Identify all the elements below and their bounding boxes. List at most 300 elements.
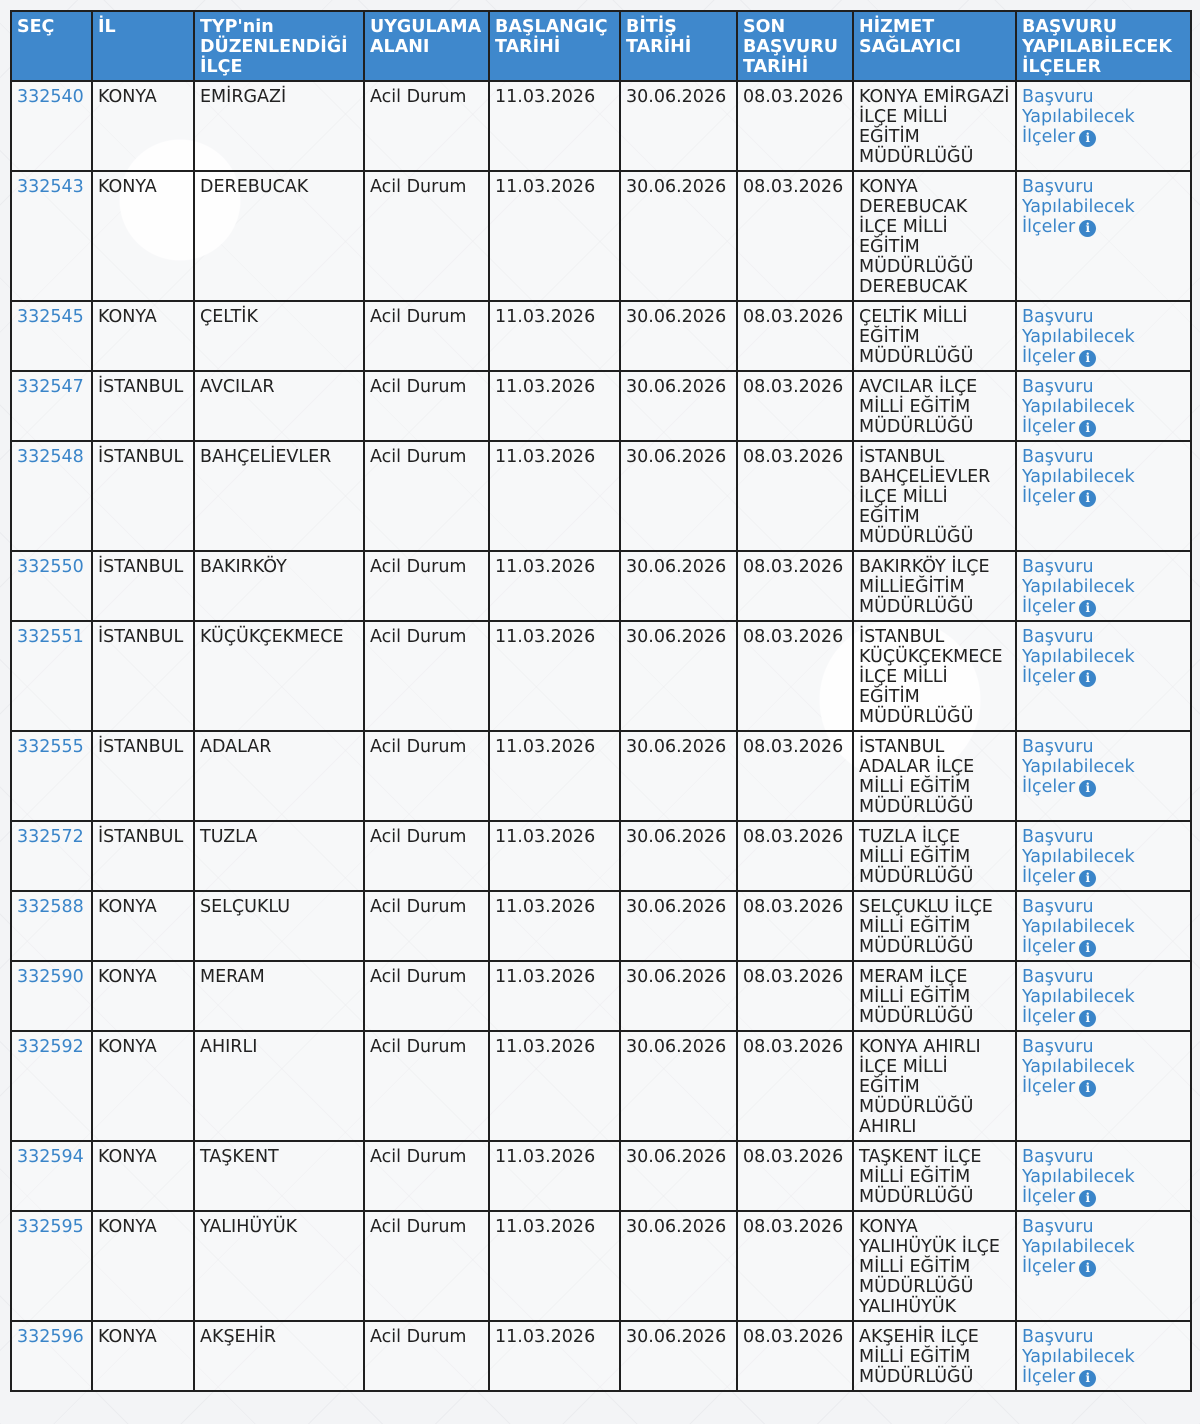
row-son-basvuru-tarihi: 08.03.2026 (743, 377, 844, 397)
table-row (11, 1031, 1191, 1141)
row-ilce: AHIRLI (200, 1037, 258, 1057)
row-ilce-cell (194, 551, 364, 621)
row-hizmet-saglayici-cell (853, 1031, 1016, 1141)
basvuru-ilceler-label: Başvuru Yapılabilecek İlçeler (1022, 1147, 1135, 1207)
row-ilce: AVCILAR (200, 377, 275, 397)
info-icon[interactable]: i (1079, 1260, 1096, 1277)
row-bitis-tarihi-cell (620, 821, 737, 891)
basvuru-ilceler-label: Başvuru Yapılabilecek İlçeler (1022, 447, 1135, 507)
table-row (11, 891, 1191, 961)
row-son-basvuru-tarihi: 08.03.2026 (743, 827, 844, 847)
table-row (11, 551, 1191, 621)
row-il-cell (92, 81, 194, 171)
row-hizmet-saglayici: İSTANBUL ADALAR İLÇE MİLLİ EĞİTİM MÜDÜRLÜĞÜ (859, 737, 975, 817)
row-bitis-tarihi-cell (620, 731, 737, 821)
row-baslangic-tarihi: 11.03.2026 (495, 627, 596, 647)
table-row (11, 1211, 1191, 1321)
basvuru-ilceler-label: Başvuru Yapılabilecek İlçeler (1022, 897, 1135, 957)
row-hizmet-saglayici: AVCILAR İLÇE MİLLİ EĞİTİM MÜDÜRLÜĞÜ (859, 377, 978, 437)
row-bitis-tarihi-cell (620, 891, 737, 961)
row-son-basvuru-tarihi: 08.03.2026 (743, 897, 844, 917)
row-baslangic-tarihi-cell (489, 371, 620, 441)
table-body (11, 81, 1191, 1391)
row-id-link[interactable]: 332543 (17, 177, 84, 197)
row-son-basvuru-tarihi: 08.03.2026 (743, 177, 844, 197)
row-baslangic-tarihi-cell (489, 81, 620, 171)
row-hizmet-saglayici: TUZLA İLÇE MİLLİ EĞİTİM MÜDÜRLÜĞÜ (859, 827, 974, 887)
row-il-cell (92, 301, 194, 371)
row-bitis-tarihi: 30.06.2026 (626, 177, 727, 197)
info-icon[interactable]: i (1079, 1010, 1096, 1027)
row-basvuru-ilceler-cell (1016, 171, 1191, 301)
table-row (11, 961, 1191, 1031)
row-il-cell (92, 371, 194, 441)
row-id-link-cell (11, 171, 92, 301)
row-uygulama-alani: Acil Durum (370, 1327, 467, 1347)
header-basvuru-ilceler: BAŞVURU YAPILABİLECEK İLÇELER (1016, 11, 1191, 81)
header-son-basvuru-tarihi: SON BAŞVURU TARİHİ (737, 11, 853, 81)
row-basvuru-ilceler-cell (1016, 1031, 1191, 1141)
row-baslangic-tarihi-cell (489, 441, 620, 551)
row-il: KONYA (98, 1327, 157, 1347)
row-id-link-cell (11, 821, 92, 891)
row-bitis-tarihi-cell (620, 441, 737, 551)
row-son-basvuru-tarihi-cell (737, 961, 853, 1031)
basvuru-ilceler-link[interactable] (1022, 1147, 1135, 1207)
row-son-basvuru-tarihi-cell (737, 81, 853, 171)
row-id-link[interactable]: 332595 (17, 1217, 84, 1237)
info-icon[interactable]: i (1079, 940, 1096, 957)
row-uygulama-alani-cell (364, 371, 489, 441)
row-ilce: EMİRGAZİ (200, 87, 287, 107)
row-son-basvuru-tarihi: 08.03.2026 (743, 307, 844, 327)
row-hizmet-saglayici: ÇELTİK MİLLİ EĞİTİM MÜDÜRLÜĞÜ (859, 307, 974, 367)
row-id-link-cell (11, 371, 92, 441)
row-son-basvuru-tarihi-cell (737, 891, 853, 961)
row-uygulama-alani-cell (364, 441, 489, 551)
basvuru-ilceler-link[interactable] (1022, 307, 1135, 367)
row-son-basvuru-tarihi: 08.03.2026 (743, 87, 844, 107)
row-il-cell (92, 1031, 194, 1141)
row-uygulama-alani: Acil Durum (370, 307, 467, 327)
row-bitis-tarihi-cell (620, 551, 737, 621)
row-baslangic-tarihi: 11.03.2026 (495, 87, 596, 107)
row-son-basvuru-tarihi-cell (737, 1031, 853, 1141)
basvuru-ilceler-label: Başvuru Yapılabilecek İlçeler (1022, 557, 1135, 617)
basvuru-ilceler-label: Başvuru Yapılabilecek İlçeler (1022, 827, 1135, 887)
info-icon[interactable]: i (1079, 670, 1096, 687)
basvuru-ilceler-label: Başvuru Yapılabilecek İlçeler (1022, 1217, 1135, 1277)
basvuru-ilceler-label: Başvuru Yapılabilecek İlçeler (1022, 737, 1135, 797)
row-ilce-cell (194, 1031, 364, 1141)
row-hizmet-saglayici-cell (853, 441, 1016, 551)
row-baslangic-tarihi: 11.03.2026 (495, 307, 596, 327)
header-row (11, 11, 1191, 81)
table-row (11, 81, 1191, 171)
results-table-container (10, 10, 1192, 1392)
row-bitis-tarihi-cell (620, 81, 737, 171)
info-icon[interactable]: i (1079, 870, 1096, 887)
row-son-basvuru-tarihi: 08.03.2026 (743, 1037, 844, 1057)
row-id-link-cell (11, 441, 92, 551)
row-uygulama-alani-cell (364, 1211, 489, 1321)
row-baslangic-tarihi: 11.03.2026 (495, 1327, 596, 1347)
row-bitis-tarihi-cell (620, 621, 737, 731)
row-ilce: BAKIRKÖY (200, 557, 287, 577)
row-uygulama-alani-cell (364, 621, 489, 731)
table-row (11, 821, 1191, 891)
row-baslangic-tarihi-cell (489, 891, 620, 961)
row-uygulama-alani-cell (364, 731, 489, 821)
row-hizmet-saglayici-cell (853, 1211, 1016, 1321)
row-son-basvuru-tarihi-cell (737, 441, 853, 551)
row-id-link[interactable]: 332594 (17, 1147, 84, 1167)
row-il: İSTANBUL (98, 447, 184, 467)
basvuru-ilceler-label: Başvuru Yapılabilecek İlçeler (1022, 967, 1135, 1027)
row-baslangic-tarihi: 11.03.2026 (495, 557, 596, 577)
row-id-link[interactable]: 332592 (17, 1037, 84, 1057)
row-son-basvuru-tarihi-cell (737, 171, 853, 301)
row-uygulama-alani: Acil Durum (370, 1147, 467, 1167)
table-row (11, 1141, 1191, 1211)
row-bitis-tarihi: 30.06.2026 (626, 737, 727, 757)
basvuru-ilceler-link[interactable] (1022, 447, 1135, 507)
row-id-link[interactable]: 332547 (17, 377, 84, 397)
row-il-cell (92, 171, 194, 301)
header-il: İL (92, 11, 194, 81)
row-il: KONYA (98, 87, 157, 107)
row-id-link-cell (11, 1141, 92, 1211)
table-header (11, 11, 1191, 81)
row-uygulama-alani-cell (364, 551, 489, 621)
row-hizmet-saglayici: MERAM İLÇE MİLLİ EĞİTİM MÜDÜRLÜĞÜ (859, 967, 974, 1027)
row-il-cell (92, 1211, 194, 1321)
basvuru-ilceler-link[interactable] (1022, 177, 1135, 237)
row-bitis-tarihi: 30.06.2026 (626, 1037, 727, 1057)
row-ilce-cell (194, 171, 364, 301)
header-baslangic-tarihi: BAŞLANGIÇ TARİHİ (489, 11, 620, 81)
row-hizmet-saglayici: KONYA DEREBUCAK İLÇE MİLLİ EĞİTİM MÜDÜRLÜĞÜ DEREBUCAK (859, 177, 974, 297)
row-id-link-cell (11, 1321, 92, 1391)
info-icon[interactable]: i (1079, 350, 1096, 367)
row-basvuru-ilceler-cell (1016, 1211, 1191, 1321)
row-hizmet-saglayici: KONYA EMİRGAZİ İLÇE MİLLİ EĞİTİM MÜDÜRLÜĞÜ (859, 87, 1010, 167)
row-il: İSTANBUL (98, 557, 184, 577)
basvuru-ilceler-link[interactable] (1022, 627, 1135, 687)
basvuru-ilceler-label: Başvuru Yapılabilecek İlçeler (1022, 1327, 1135, 1387)
row-hizmet-saglayici: KONYA AHIRLI İLÇE MİLLİ EĞİTİM MÜDÜRLÜĞÜ AHIRLI (859, 1037, 981, 1137)
row-ilce-cell (194, 821, 364, 891)
row-hizmet-saglayici: SELÇUKLU İLÇE MİLLİ EĞİTİM MÜDÜRLÜĞÜ (859, 897, 993, 957)
table-row (11, 1321, 1191, 1391)
row-id-link-cell (11, 731, 92, 821)
row-hizmet-saglayici-cell (853, 731, 1016, 821)
header-sec: SEÇ (11, 11, 92, 81)
row-il: İSTANBUL (98, 627, 184, 647)
row-id-link[interactable]: 332572 (17, 827, 84, 847)
row-baslangic-tarihi: 11.03.2026 (495, 1147, 596, 1167)
row-hizmet-saglayici-cell (853, 891, 1016, 961)
row-id-link[interactable]: 332540 (17, 87, 84, 107)
row-id-link[interactable]: 332550 (17, 557, 84, 577)
row-uygulama-alani: Acil Durum (370, 737, 467, 757)
row-ilce: ADALAR (200, 737, 272, 757)
table-row (11, 621, 1191, 731)
row-ilce: BAHÇELİEVLER (200, 447, 332, 467)
basvuru-ilceler-link[interactable] (1022, 1327, 1135, 1387)
results-table (10, 10, 1192, 1392)
row-il: KONYA (98, 967, 157, 987)
row-ilce: MERAM (200, 967, 265, 987)
row-baslangic-tarihi: 11.03.2026 (495, 827, 596, 847)
row-baslangic-tarihi: 11.03.2026 (495, 1217, 596, 1237)
row-ilce: TAŞKENT (200, 1147, 279, 1167)
row-ilce-cell (194, 1321, 364, 1391)
row-ilce-cell (194, 1141, 364, 1211)
row-uygulama-alani-cell (364, 1321, 489, 1391)
row-bitis-tarihi: 30.06.2026 (626, 827, 727, 847)
row-uygulama-alani-cell (364, 301, 489, 371)
info-icon[interactable]: i (1079, 1370, 1096, 1387)
row-uygulama-alani-cell (364, 891, 489, 961)
basvuru-ilceler-link[interactable] (1022, 1217, 1135, 1277)
header-hizmet-saglayici: HİZMET SAĞLAYICI (853, 11, 1016, 81)
row-uygulama-alani: Acil Durum (370, 967, 467, 987)
basvuru-ilceler-link[interactable] (1022, 737, 1135, 797)
row-baslangic-tarihi-cell (489, 301, 620, 371)
row-basvuru-ilceler-cell (1016, 621, 1191, 731)
row-son-basvuru-tarihi: 08.03.2026 (743, 1217, 844, 1237)
info-icon[interactable]: i (1079, 780, 1096, 797)
basvuru-ilceler-label: Başvuru Yapılabilecek İlçeler (1022, 307, 1135, 367)
row-bitis-tarihi: 30.06.2026 (626, 447, 727, 467)
row-il-cell (92, 621, 194, 731)
row-id-link[interactable]: 332555 (17, 737, 84, 757)
basvuru-ilceler-link[interactable] (1022, 377, 1135, 437)
row-ilce-cell (194, 371, 364, 441)
basvuru-ilceler-link[interactable] (1022, 557, 1135, 617)
row-uygulama-alani-cell (364, 81, 489, 171)
row-il: KONYA (98, 1037, 157, 1057)
row-id-link[interactable]: 332545 (17, 307, 84, 327)
row-hizmet-saglayici: AKŞEHİR İLÇE MİLLİ EĞİTİM MÜDÜRLÜĞÜ (859, 1327, 979, 1387)
row-basvuru-ilceler-cell (1016, 81, 1191, 171)
row-il-cell (92, 1321, 194, 1391)
row-il: İSTANBUL (98, 827, 184, 847)
row-ilce-cell (194, 1211, 364, 1321)
row-bitis-tarihi-cell (620, 1031, 737, 1141)
row-il-cell (92, 961, 194, 1031)
row-id-link-cell (11, 1031, 92, 1141)
row-id-link-cell (11, 551, 92, 621)
row-il-cell (92, 1141, 194, 1211)
info-icon[interactable]: i (1079, 1080, 1096, 1097)
header-ilce: TYP'nin DÜZENLENDİĞİ İLÇE (194, 11, 364, 81)
info-icon[interactable]: i (1079, 1190, 1096, 1207)
basvuru-ilceler-label: Başvuru Yapılabilecek İlçeler (1022, 1037, 1135, 1097)
row-hizmet-saglayici-cell (853, 961, 1016, 1031)
header-bitis-tarihi: BİTİŞ TARİHİ (620, 11, 737, 81)
row-id-link[interactable]: 332588 (17, 897, 84, 917)
row-basvuru-ilceler-cell (1016, 551, 1191, 621)
row-uygulama-alani: Acil Durum (370, 447, 467, 467)
row-uygulama-alani: Acil Durum (370, 177, 467, 197)
row-il: KONYA (98, 1217, 157, 1237)
row-bitis-tarihi-cell (620, 371, 737, 441)
basvuru-ilceler-label: Başvuru Yapılabilecek İlçeler (1022, 377, 1135, 437)
basvuru-ilceler-link[interactable] (1022, 827, 1135, 887)
row-il: KONYA (98, 1147, 157, 1167)
row-ilce-cell (194, 81, 364, 171)
basvuru-ilceler-link[interactable] (1022, 87, 1135, 147)
row-bitis-tarihi: 30.06.2026 (626, 627, 727, 647)
basvuru-ilceler-label: Başvuru Yapılabilecek İlçeler (1022, 627, 1135, 687)
row-hizmet-saglayici-cell (853, 371, 1016, 441)
row-uygulama-alani: Acil Durum (370, 1217, 467, 1237)
row-son-basvuru-tarihi: 08.03.2026 (743, 737, 844, 757)
row-bitis-tarihi: 30.06.2026 (626, 87, 727, 107)
row-hizmet-saglayici-cell (853, 301, 1016, 371)
row-baslangic-tarihi-cell (489, 821, 620, 891)
row-baslangic-tarihi: 11.03.2026 (495, 967, 596, 987)
row-uygulama-alani-cell (364, 1031, 489, 1141)
row-baslangic-tarihi-cell (489, 1211, 620, 1321)
basvuru-ilceler-label: Başvuru Yapılabilecek İlçeler (1022, 177, 1135, 237)
row-baslangic-tarihi: 11.03.2026 (495, 177, 596, 197)
row-bitis-tarihi-cell (620, 961, 737, 1031)
row-il-cell (92, 551, 194, 621)
row-id-link-cell (11, 621, 92, 731)
row-il-cell (92, 891, 194, 961)
row-basvuru-ilceler-cell (1016, 731, 1191, 821)
row-il-cell (92, 731, 194, 821)
row-id-link[interactable]: 332590 (17, 967, 84, 987)
row-ilce: AKŞEHİR (200, 1327, 277, 1347)
row-id-link-cell (11, 1211, 92, 1321)
row-baslangic-tarihi: 11.03.2026 (495, 447, 596, 467)
row-il: İSTANBUL (98, 377, 184, 397)
info-icon[interactable]: i (1079, 600, 1096, 617)
row-uygulama-alani: Acil Durum (370, 897, 467, 917)
row-bitis-tarihi-cell (620, 1141, 737, 1211)
row-ilce-cell (194, 441, 364, 551)
row-hizmet-saglayici: BAKIRKÖY İLÇE MİLLİEĞİTİM MÜDÜRLÜĞÜ (859, 557, 990, 617)
row-il-cell (92, 821, 194, 891)
basvuru-ilceler-link[interactable] (1022, 967, 1135, 1027)
row-id-link[interactable]: 332551 (17, 627, 84, 647)
row-ilce: ÇELTİK (200, 307, 258, 327)
row-baslangic-tarihi-cell (489, 731, 620, 821)
row-baslangic-tarihi: 11.03.2026 (495, 377, 596, 397)
row-son-basvuru-tarihi: 08.03.2026 (743, 557, 844, 577)
row-uygulama-alani: Acil Durum (370, 827, 467, 847)
table-row (11, 441, 1191, 551)
row-baslangic-tarihi-cell (489, 621, 620, 731)
row-uygulama-alani: Acil Durum (370, 87, 467, 107)
row-hizmet-saglayici-cell (853, 81, 1016, 171)
row-baslangic-tarihi: 11.03.2026 (495, 737, 596, 757)
row-bitis-tarihi: 30.06.2026 (626, 307, 727, 327)
row-bitis-tarihi-cell (620, 1211, 737, 1321)
row-uygulama-alani: Acil Durum (370, 377, 467, 397)
row-son-basvuru-tarihi: 08.03.2026 (743, 967, 844, 987)
row-il: KONYA (98, 177, 157, 197)
row-bitis-tarihi-cell (620, 301, 737, 371)
row-hizmet-saglayici: İSTANBUL KÜÇÜKÇEKMECE İLÇE MİLLİ EĞİTİM MÜDÜRLÜĞÜ (859, 627, 1003, 727)
row-uygulama-alani-cell (364, 821, 489, 891)
row-bitis-tarihi: 30.06.2026 (626, 557, 727, 577)
row-bitis-tarihi: 30.06.2026 (626, 377, 727, 397)
row-id-link[interactable]: 332548 (17, 447, 84, 467)
row-bitis-tarihi: 30.06.2026 (626, 1147, 727, 1167)
row-ilce-cell (194, 301, 364, 371)
row-il: İSTANBUL (98, 737, 184, 757)
row-son-basvuru-tarihi-cell (737, 1211, 853, 1321)
row-uygulama-alani: Acil Durum (370, 1037, 467, 1057)
info-icon[interactable]: i (1079, 490, 1096, 507)
basvuru-ilceler-label: Başvuru Yapılabilecek İlçeler (1022, 87, 1135, 147)
row-basvuru-ilceler-cell (1016, 1321, 1191, 1391)
row-id-link-cell (11, 81, 92, 171)
header-uygulama-alani: UYGULAMA ALANI (364, 11, 489, 81)
row-bitis-tarihi: 30.06.2026 (626, 1327, 727, 1347)
row-uygulama-alani-cell (364, 1141, 489, 1211)
row-ilce-cell (194, 961, 364, 1031)
basvuru-ilceler-link[interactable] (1022, 897, 1135, 957)
row-hizmet-saglayici-cell (853, 171, 1016, 301)
row-ilce: YALIHÜYÜK (200, 1217, 298, 1237)
info-icon[interactable]: i (1079, 220, 1096, 237)
info-icon[interactable]: i (1079, 420, 1096, 437)
row-son-basvuru-tarihi: 08.03.2026 (743, 1147, 844, 1167)
row-baslangic-tarihi: 11.03.2026 (495, 897, 596, 917)
row-id-link-cell (11, 961, 92, 1031)
row-hizmet-saglayici: İSTANBUL BAHÇELİEVLER İLÇE MİLLİ EĞİTİM MÜDÜRLÜĞÜ (859, 447, 991, 547)
row-uygulama-alani-cell (364, 961, 489, 1031)
table-row (11, 371, 1191, 441)
table-row (11, 171, 1191, 301)
row-baslangic-tarihi-cell (489, 1321, 620, 1391)
row-bitis-tarihi: 30.06.2026 (626, 967, 727, 987)
row-son-basvuru-tarihi-cell (737, 821, 853, 891)
row-bitis-tarihi: 30.06.2026 (626, 897, 727, 917)
row-hizmet-saglayici-cell (853, 551, 1016, 621)
row-hizmet-saglayici: KONYA YALIHÜYÜK İLÇE MİLLİ EĞİTİM MÜDÜRLÜĞÜ YALIHÜYÜK (859, 1217, 1000, 1317)
row-son-basvuru-tarihi: 08.03.2026 (743, 447, 844, 467)
row-id-link[interactable]: 332596 (17, 1327, 84, 1347)
basvuru-ilceler-link[interactable] (1022, 1037, 1135, 1097)
row-son-basvuru-tarihi-cell (737, 1141, 853, 1211)
row-bitis-tarihi: 30.06.2026 (626, 1217, 727, 1237)
row-il: KONYA (98, 307, 157, 327)
row-ilce: KÜÇÜKÇEKMECE (200, 627, 344, 647)
row-ilce-cell (194, 621, 364, 731)
row-basvuru-ilceler-cell (1016, 441, 1191, 551)
row-hizmet-saglayici-cell (853, 1321, 1016, 1391)
row-uygulama-alani: Acil Durum (370, 627, 467, 647)
row-ilce: TUZLA (200, 827, 258, 847)
info-icon[interactable]: i (1079, 130, 1096, 147)
row-hizmet-saglayici-cell (853, 821, 1016, 891)
row-basvuru-ilceler-cell (1016, 821, 1191, 891)
row-id-link-cell (11, 891, 92, 961)
row-baslangic-tarihi-cell (489, 551, 620, 621)
row-son-basvuru-tarihi-cell (737, 731, 853, 821)
row-ilce: SELÇUKLU (200, 897, 291, 917)
row-son-basvuru-tarihi: 08.03.2026 (743, 627, 844, 647)
row-hizmet-saglayici-cell (853, 621, 1016, 731)
row-id-link-cell (11, 301, 92, 371)
